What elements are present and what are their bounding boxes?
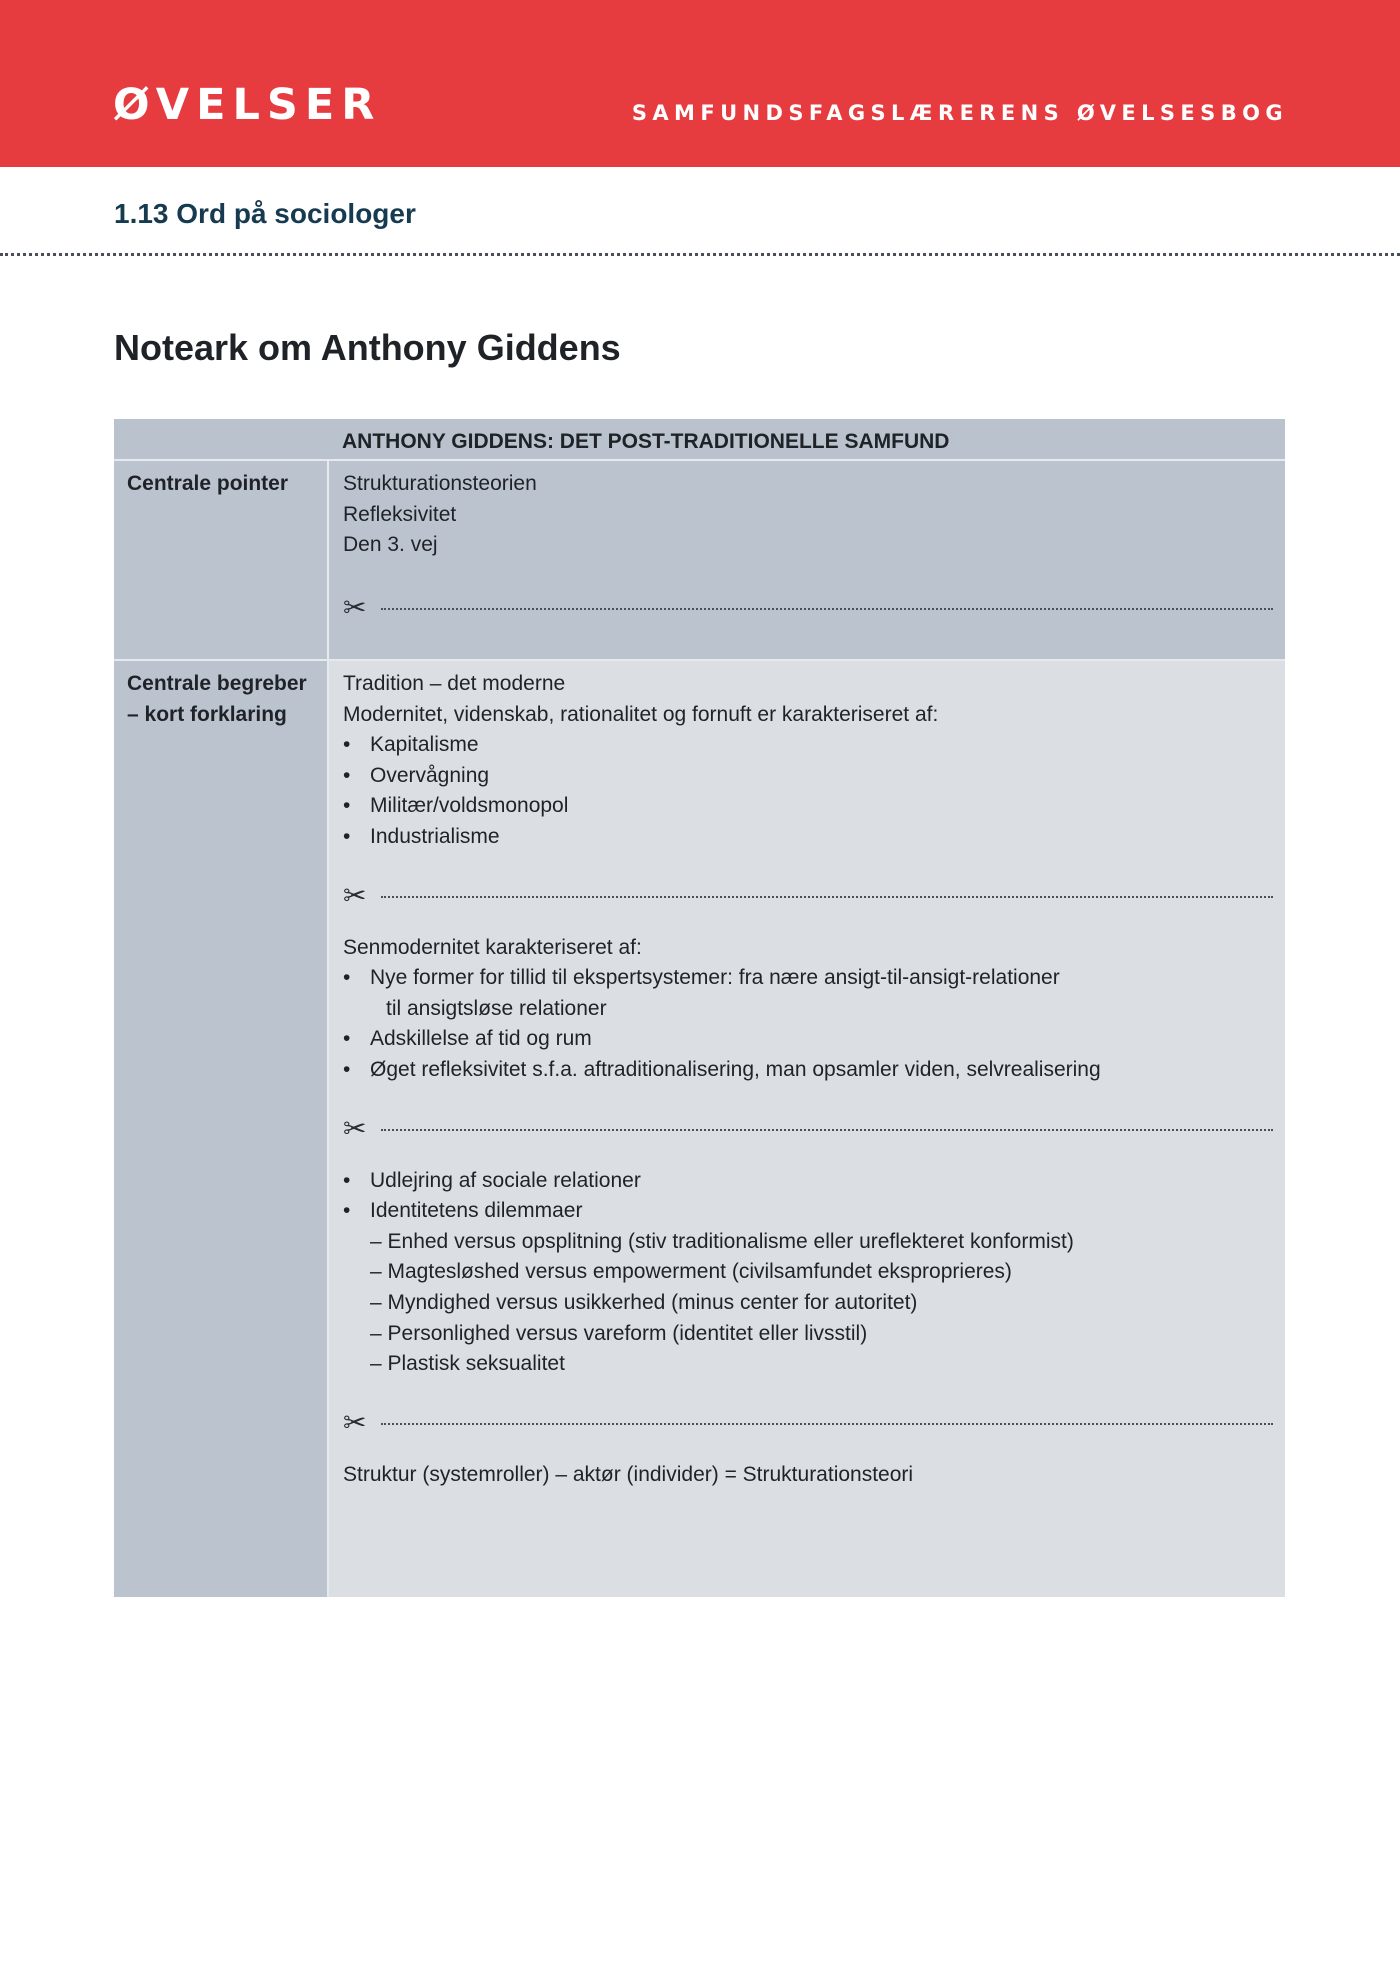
- list-item: • Nye former for tillid til ekspertsystemer: fra nære ansigt-til-ansigt-relationer: [343, 963, 1273, 994]
- list-item: • Overvågning: [343, 761, 1273, 792]
- cut-line: [343, 878, 1273, 912]
- section-title: 1.13 Ord på sociologer: [114, 198, 416, 229]
- list-item-continuation: til ansigtsløse relationer: [386, 996, 607, 1020]
- table-row-pointer: [114, 460, 1285, 660]
- dilemma-item: – Magtesløshed versus empowerment (civilsamfundet eksproprieres): [370, 1260, 1012, 1284]
- row-label-pointer: Centrale pointer: [114, 460, 328, 660]
- pointer-item: Strukturationsteorien: [343, 472, 537, 495]
- block-title: Tradition – det moderne: [343, 672, 566, 695]
- list-item: • Øget refleksivitet s.f.a. aftraditionalisering, man opsamler viden, selvrealisering: [343, 1055, 1273, 1086]
- concepts-body: [328, 660, 1285, 1597]
- table-header-title: ANTHONY GIDDENS: DET POST-TRADITIONELLE SAMFUND: [342, 430, 950, 453]
- cut-dots: [381, 608, 1273, 610]
- note-table: [114, 419, 1285, 1597]
- dilemma-item: – Personlighed versus vareform (identitet eller livsstil): [370, 1321, 868, 1345]
- pointer-item: Den 3. vej: [343, 533, 438, 557]
- cut-dots: [381, 1423, 1273, 1425]
- list-item: • Udlejring af sociale relationer: [343, 1166, 1273, 1197]
- header-cell: [328, 419, 1285, 460]
- block-intro: Modernitet, videnskab, rationalitet og fornuft er karakteriseret af:: [343, 702, 939, 726]
- cut-line: [343, 1405, 1273, 1439]
- list-item: • Militær/voldsmonopol: [343, 791, 1273, 822]
- dilemma-item: – Myndighed versus usikkerhed (minus center for autoritet): [370, 1290, 918, 1314]
- page-heading: Noteark om Anthony Giddens: [114, 327, 621, 368]
- pointer-body: [328, 460, 1285, 660]
- cut-dots: [381, 896, 1273, 898]
- book-title: SAMFUNDSFAGSLÆRERENS ØVELSESBOG: [631, 101, 1288, 125]
- list-item: • Adskillelse af tid og rum: [343, 1024, 1273, 1055]
- header-empty-cell: [114, 419, 328, 460]
- scissors-icon: ✂: [343, 1405, 367, 1439]
- scissors-icon: ✂: [343, 1111, 367, 1145]
- block-text: Struktur (systemroller) – aktør (individer) = Strukturationsteori: [343, 1462, 914, 1486]
- list-item: • Industrialisme: [343, 822, 1273, 853]
- cut-dots: [381, 1129, 1273, 1131]
- concepts-label-line: – kort forklaring: [127, 702, 287, 726]
- brand-title: ØVELSER: [113, 80, 382, 130]
- table-row-concepts: [114, 660, 1285, 1597]
- table-header-row: [114, 419, 1285, 460]
- dilemma-item: – Plastisk seksualitet: [370, 1352, 565, 1376]
- concepts-label-line: Centrale begreber: [127, 672, 307, 695]
- scissors-icon: ✂: [343, 878, 367, 912]
- header-banner: [0, 0, 1400, 167]
- dilemma-item: – Enhed versus opsplitning (stiv traditionalisme eller ureflekteret konformist): [370, 1229, 1074, 1253]
- dotted-divider: [0, 253, 1400, 256]
- cut-line: [343, 590, 1273, 624]
- block-intro: Senmodernitet karakteriseret af:: [343, 935, 642, 959]
- list-item: • Identitetens dilemmaer: [343, 1196, 1273, 1227]
- list-item: • Kapitalisme: [343, 730, 1273, 761]
- row-label-concepts: [114, 660, 328, 1597]
- pointer-item: Refleksivitet: [343, 502, 457, 526]
- cut-line: [343, 1111, 1273, 1145]
- scissors-icon: ✂: [343, 590, 367, 624]
